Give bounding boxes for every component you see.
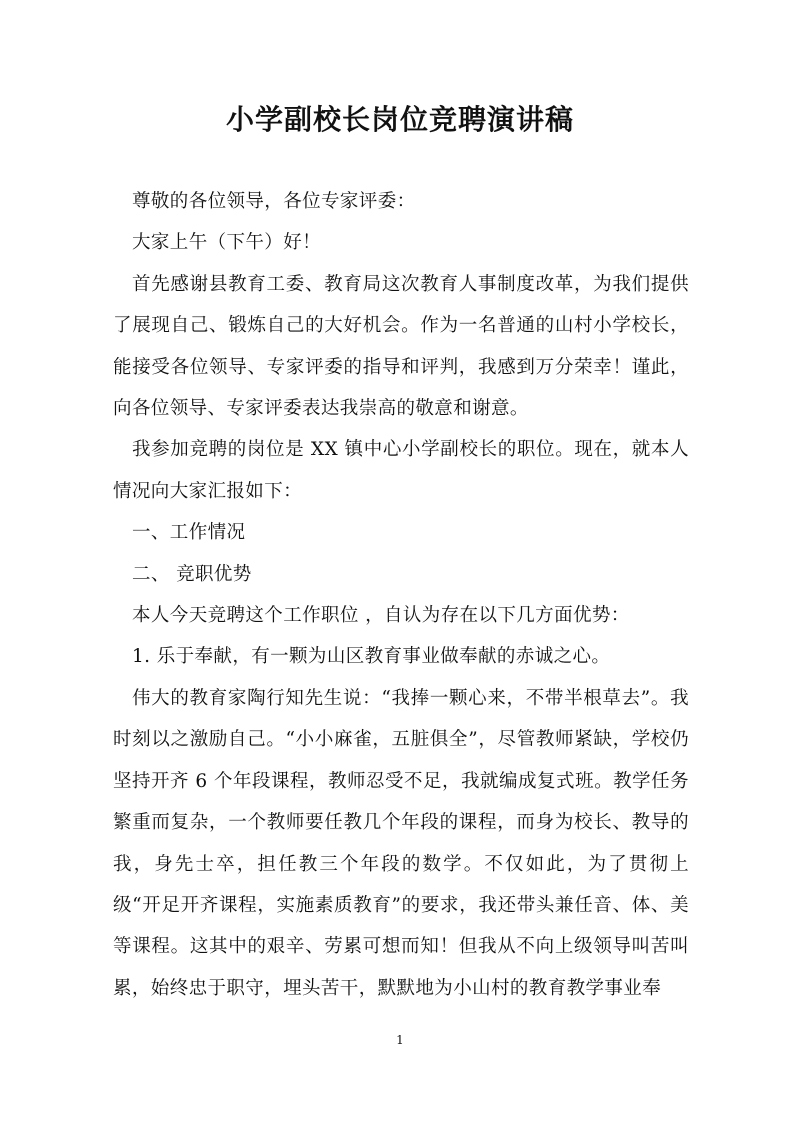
greeting: 大家上午（下午）好！ <box>132 232 322 254</box>
section-heading-work: 一、工作情况 <box>132 522 246 544</box>
section-heading-advantages: 二、 竞职优势 <box>132 563 252 585</box>
page-number: 1 <box>396 1033 404 1047</box>
paragraph-dedication: 伟大的教育家陶行知先生说：“我捧一颗心来，不带半根草去”。我时刻以之激励自己。“小小麻雀，五脏俱全”，尽管教师紧缺，学校仍坚持开齐 6 个年段课程，教师忍受不足，我就编成复式班。教学任务繁重而复杂，一个教师要任教几个年段的课程，而身为校长、教导的我，身先士卒，担任教三个年段的数学。不仅如此，为了贯彻上级“开足开齐课程，实施素质教育”的要求，我还带头兼任音、体、美等课程。这其中的艰辛、劳累可想而知！但我从不向上级领导叫苦叫累，始终忠于职守，埋头苦干，默默地为小山村的教育教学事业奉 <box>113 687 689 999</box>
salutation: 尊敬的各位领导，各位专家评委： <box>132 191 416 212</box>
document-body <box>113 181 689 1009</box>
paragraph-thanks: 首先感谢县教育工委、教育局这次教育人事制度改革，为我们提供了展现自己、锻炼自己的大好机会。作为一名普通的山村小学校长，能接受各位领导、专家评委的指导和评判，我感到万分荣幸！谨此，向各位领导、专家评委表达我崇高的敬意和谢意。 <box>113 273 689 420</box>
paragraph-position: 我参加竞聘的岗位是 XX 镇中心小学副校长的职位。现在，就本人情况向大家汇报如下： <box>113 439 689 502</box>
list-item-1: 1. 乐于奉献，有一颗为山区教育事业做奉献的赤诚之心。 <box>132 646 611 668</box>
paragraph-advantages-intro: 本人今天竞聘这个工作职位 ，自认为存在以下几方面优势： <box>132 605 630 627</box>
document-title: 小学副校长岗位竞聘演讲稿 <box>225 103 574 136</box>
